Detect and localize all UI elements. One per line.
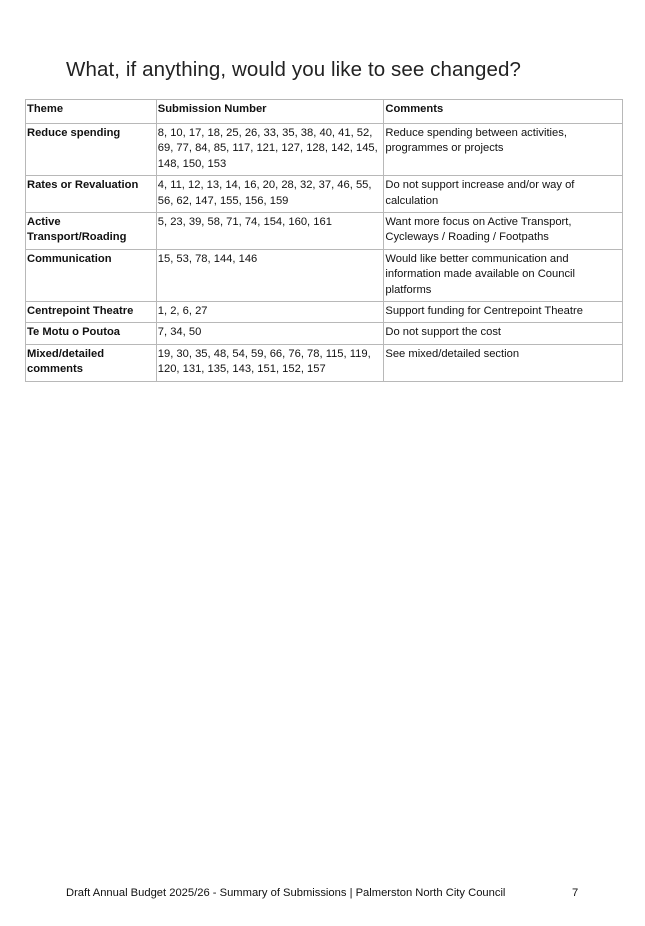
submissions-cell: 1, 2, 6, 27	[156, 302, 384, 323]
comment-cell: Would like better communication and information made available on Council platforms	[384, 249, 623, 301]
table-row	[26, 323, 623, 344]
header-comments: Comments	[384, 100, 623, 124]
comment-cell: Support funding for Centrepoint Theatre	[384, 302, 623, 323]
page-number: 7	[572, 887, 579, 899]
submissions-cell: 4, 11, 12, 13, 14, 16, 20, 28, 32, 37, 46, 55, 56, 62, 147, 155, 156, 159	[156, 176, 384, 213]
submissions-table	[25, 99, 623, 382]
theme-cell: Centrepoint Theatre	[26, 302, 157, 323]
header-submission-number: Submission Number	[156, 100, 384, 124]
table-row	[26, 249, 623, 301]
table-row	[26, 213, 623, 250]
comment-cell: Do not support increase and/or way of calculation	[384, 176, 623, 213]
comment-cell: Reduce spending between activities, programmes or projects	[384, 124, 623, 176]
page-heading: What, if anything, would you like to see changed?	[66, 58, 522, 81]
theme-cell: Mixed/detailed comments	[26, 344, 157, 381]
submissions-cell: 7, 34, 50	[156, 323, 384, 344]
submissions-cell: 8, 10, 17, 18, 25, 26, 33, 35, 38, 40, 41, 52, 69, 77, 84, 85, 117, 121, 127, 128, 142, 145, 148, 150, 153	[156, 124, 384, 176]
table-row	[26, 176, 623, 213]
table-row	[26, 344, 623, 381]
comment-cell: Want more focus on Active Transport, Cycleways / Roading / Footpaths	[384, 213, 623, 250]
table-row	[26, 124, 623, 176]
table-row	[26, 302, 623, 323]
theme-cell: Active Transport/Roading	[26, 213, 157, 250]
comment-cell: Do not support the cost	[384, 323, 623, 344]
theme-cell: Reduce spending	[26, 124, 157, 176]
table-header-row	[26, 100, 623, 124]
theme-cell: Rates or Revaluation	[26, 176, 157, 213]
submissions-cell: 5, 23, 39, 58, 71, 74, 154, 160, 161	[156, 213, 384, 250]
comment-cell: See mixed/detailed section	[384, 344, 623, 381]
header-theme: Theme	[26, 100, 157, 124]
submissions-cell: 19, 30, 35, 48, 54, 59, 66, 76, 78, 115, 119, 120, 131, 135, 143, 151, 152, 157	[156, 344, 384, 381]
theme-cell: Communication	[26, 249, 157, 301]
submissions-cell: 15, 53, 78, 144, 146	[156, 249, 384, 301]
page-footer: Draft Annual Budget 2025/26 - Summary of Submissions | Palmerston North City Council	[66, 887, 506, 899]
theme-cell: Te Motu o Poutoa	[26, 323, 157, 344]
